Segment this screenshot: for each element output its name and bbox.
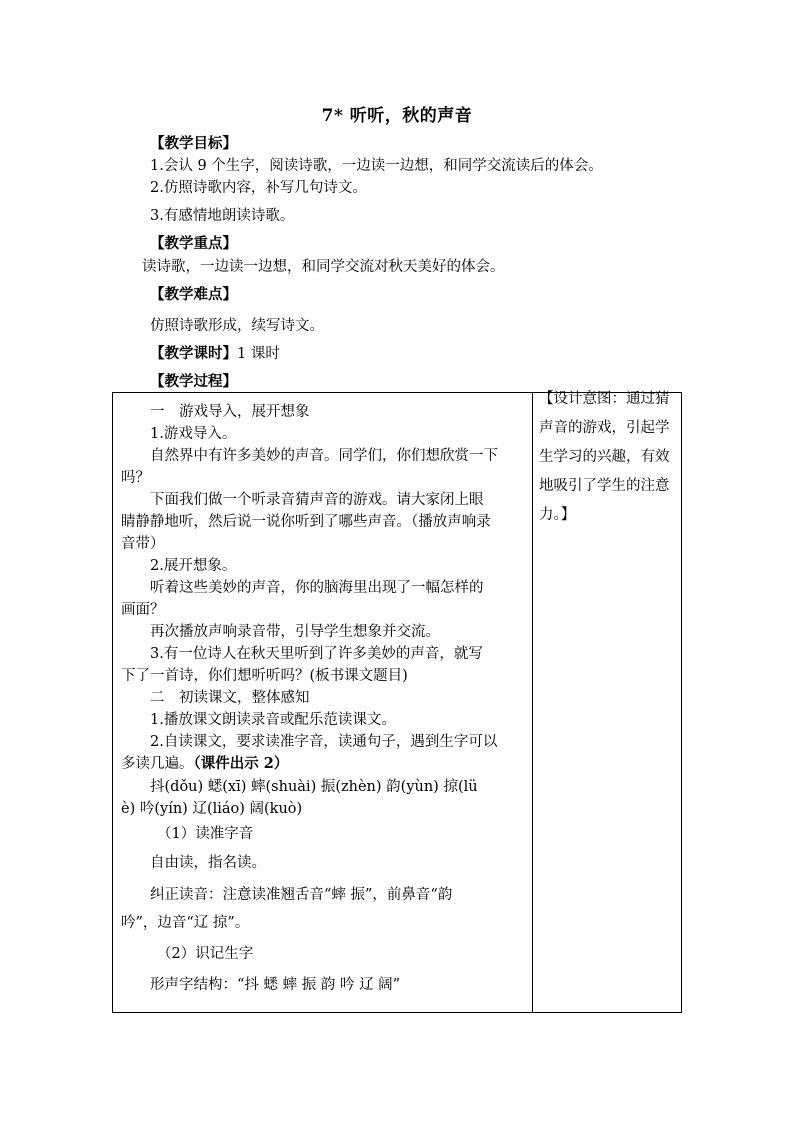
process-line: 二 初读课文，整体感知 [150,690,310,706]
pinyin-line: 抖(dǒu) 蟋(xī) 蟀(shuài) 振(zhèn) 韵(yùn) 掠(lü [150,779,478,795]
process-line: 吗？ [121,470,150,486]
process-line: 再次播放声响录音带，引导学生想象并交流。 [150,624,440,640]
heading-teaching-goals: 【教学目标】 [150,135,237,152]
goal-1: 1.会认 9 个生字，阅读诗歌，一边读一边想，和同学交流读后的体会。 [150,158,603,174]
heading-process: 【教学过程】 [150,373,237,390]
goal-2: 2.仿照诗歌内容，补写几句诗文。 [150,180,367,196]
pinyin-line: è) 吟(yín) 辽(liáo) 阔(kuò) [121,801,303,817]
process-line: 下了一首诗，你们想听听吗？(板书课文题目) [121,668,408,684]
process-line: 1.游戏导入。 [150,426,237,442]
design-intent-cell [533,393,682,1013]
process-line: 1.播放课文朗读录音或配乐范读课文。 [150,712,396,728]
process-line: 形声字结构：“抖 蟋 蟀 振 韵 吟 辽 阔” [150,977,401,993]
process-line: 吟”，边音“辽 掠”。 [121,915,250,931]
goal-3: 3.有感情地朗读诗歌。 [150,208,295,224]
key-points-text: 读诗歌，一边读一边想，和同学交流对秋天美好的体会。 [142,259,505,275]
teaching-process-table [112,392,682,1013]
process-line: 听着这些美妙的声音，你的脑海里出现了一幅怎样的 [150,580,484,596]
process-line: （2）识记生字 [157,946,254,962]
period-line [150,344,280,364]
process-line: 自然界中有许多美妙的声音。同学们，你们想欣赏一下 [150,448,498,464]
process-line: 下面我们做一个听录音猜声音的游戏。请大家闭上眼 [150,492,484,508]
process-line-text: 多读几遍。 [121,756,194,772]
process-line: 睛静静地听，然后说一说你听到了哪些声音。（播放声响录 [121,514,491,530]
process-line: 画面？ [121,602,165,618]
process-line: （1）读准字音 [157,826,254,842]
process-line: 音带） [121,536,165,552]
process-line: 自由读，指名读。 [150,855,266,871]
process-line: 纠正读音：注意读准翘舌音“蟀 振”，前鼻音“韵 [150,887,453,903]
process-line: 一 游戏导入，展开想象 [150,404,310,420]
process-line: 3.有一位诗人在秋天里听到了许多美妙的声音，就写 [150,646,483,662]
process-line [121,754,288,774]
period-text: 1 课时 [237,346,280,362]
courseware-note: （课件出示 2） [193,755,289,772]
difficulties-text: 仿照诗歌形成，续写诗文。 [150,318,324,334]
process-content-cell [113,393,533,1013]
process-line: 2.展开想象。 [150,558,237,574]
process-line: 2.自读课文，要求读准字音，读通句子，遇到生字可以 [150,734,498,750]
heading-difficulties: 【教学难点】 [150,286,237,303]
heading-key-points: 【教学重点】 [150,235,237,252]
page-title: 7* 听听，秋的声音 [321,106,473,126]
heading-period: 【教学课时】 [150,345,237,362]
design-intent-note: 【设计意图：通过猜声音的游戏，引起学生学习的兴趣，有效地吸引了学生的注意力。】 [539,391,670,523]
